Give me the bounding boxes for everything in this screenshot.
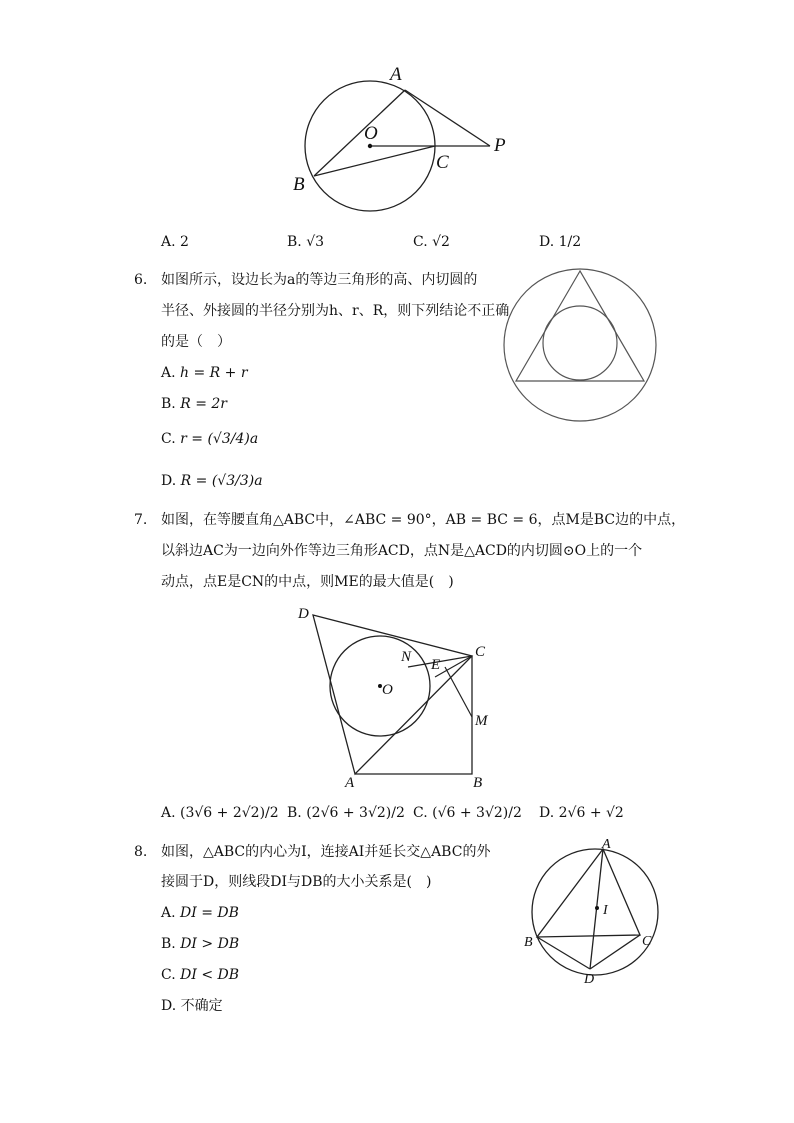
q8-option-b-text: DI > DB xyxy=(180,936,240,952)
q5-option-d-value: 1/2 xyxy=(558,234,582,250)
q8-option-c-text: DI < DB xyxy=(180,967,240,983)
q7-stem-line-3: 动点，点E是CN的中点，则ME的最大值是( ) xyxy=(161,574,454,590)
q6-option-c-letter: C. xyxy=(161,431,176,447)
q6-incircle xyxy=(543,306,617,380)
q8-label-i: I xyxy=(603,903,608,918)
q5-center-dot xyxy=(368,144,372,148)
q7-option-a[interactable] xyxy=(161,803,279,823)
q6-stem-line-2: 半径、外接圆的半径分别为h、r、R，则下列结论不正确 xyxy=(161,303,510,319)
q8-label-d: D xyxy=(584,972,595,987)
q8-number: 8. xyxy=(134,844,148,860)
q8-label-c: C xyxy=(642,934,652,949)
q7-label-d: D xyxy=(298,606,309,622)
q5-option-c-letter: C. xyxy=(413,234,428,250)
q7-label-o: O xyxy=(382,682,393,698)
q5-label-p: P xyxy=(494,135,506,156)
q6-option-c-text: r = (√3/4)a xyxy=(180,431,259,447)
q6-number: 6. xyxy=(134,272,148,288)
q6-stem-line-3: 的是（ ） xyxy=(161,334,231,350)
q5-option-a-letter: A. xyxy=(161,234,176,250)
q6-option-d-letter: D. xyxy=(161,473,177,489)
q8-option-a[interactable] xyxy=(161,903,239,923)
q5-option-b-letter: B. xyxy=(287,234,302,250)
q5-label-b: B xyxy=(293,174,305,195)
q7-number: 7. xyxy=(134,512,148,528)
q7-stem-line-1: 如图，在等腰直角△ABC中，∠ABC = 90°，AB = BC = 6，点M是BC边的中点， xyxy=(161,512,686,528)
q7-option-d[interactable] xyxy=(539,803,624,823)
q8-segment-cd xyxy=(590,935,640,969)
q7-option-b[interactable] xyxy=(287,803,405,823)
q5-segment-ap xyxy=(405,90,490,146)
q8-option-a-text: DI = DB xyxy=(180,905,239,921)
q5-option-d[interactable] xyxy=(539,232,581,252)
q8-label-b: B xyxy=(524,935,533,950)
q8-option-b[interactable] xyxy=(161,934,239,954)
q7-label-e: E xyxy=(431,657,441,673)
q6-option-d-text: R = (√3/3)a xyxy=(180,473,263,489)
q8-stem-line-2: 接圆于D，则线段DI与DB的大小关系是( ) xyxy=(161,874,432,890)
q7-option-b-letter: B. xyxy=(287,805,302,821)
q6-circumcircle xyxy=(504,269,656,421)
q8-triangle-abc xyxy=(537,849,640,937)
q6-option-b-letter: B. xyxy=(161,396,176,412)
q5-label-o: O xyxy=(364,123,378,144)
q6-option-d[interactable] xyxy=(161,471,263,491)
q8-option-a-letter: A. xyxy=(161,905,176,921)
q5-option-c-value: √2 xyxy=(432,234,450,250)
q5-segment-ab xyxy=(314,90,405,176)
q5-option-c[interactable] xyxy=(413,232,450,252)
q7-option-b-text: (2√6 + 3√2)/2 xyxy=(306,805,405,821)
q7-figure xyxy=(295,603,495,793)
q7-label-m: M xyxy=(475,713,488,729)
q7-option-c[interactable] xyxy=(413,803,522,823)
q5-option-b-value: √3 xyxy=(306,234,325,250)
q7-option-c-letter: C. xyxy=(413,805,428,821)
q8-incenter-dot xyxy=(595,906,599,910)
q6-option-b-text: R = 2r xyxy=(180,396,227,412)
q5-label-c: C xyxy=(436,152,449,173)
q7-label-c: C xyxy=(475,644,486,660)
q7-label-b: B xyxy=(473,775,483,791)
q7-option-d-text: 2√6 + √2 xyxy=(558,805,624,821)
q7-option-a-letter: A. xyxy=(161,805,176,821)
q7-option-d-letter: D. xyxy=(539,805,555,821)
q8-option-c-letter: C. xyxy=(161,967,176,983)
q8-figure xyxy=(520,838,670,988)
q8-label-a: A xyxy=(602,837,611,852)
q5-option-b[interactable] xyxy=(287,232,324,252)
q8-segment-bd xyxy=(537,937,590,969)
q7-option-c-text: (√6 + 3√2)/2 xyxy=(432,805,522,821)
q7-label-n: N xyxy=(401,649,412,665)
q8-stem-line-1: 如图，△ABC的内心为I，连接AI并延长交△ABC的外 xyxy=(161,844,491,860)
q8-option-d[interactable] xyxy=(161,996,223,1016)
q7-segment-em xyxy=(445,667,472,717)
q6-option-a-text: h = R + r xyxy=(180,365,248,381)
q7-label-a: A xyxy=(345,775,355,791)
q8-option-d-letter: D. xyxy=(161,998,177,1014)
q8-option-d-text: 不确定 xyxy=(180,998,223,1014)
q6-stem-line-1: 如图所示，设边长为a的等边三角形的高、内切圆的 xyxy=(161,272,478,288)
q6-figure xyxy=(500,265,660,430)
q8-circumcircle xyxy=(532,849,658,975)
q5-option-a[interactable] xyxy=(161,232,189,252)
q5-option-a-value: 2 xyxy=(180,234,189,250)
q5-segment-bc xyxy=(314,146,435,176)
q5-figure xyxy=(290,58,520,218)
q6-option-a[interactable] xyxy=(161,363,248,383)
q5-label-a: A xyxy=(390,64,402,85)
q7-stem-line-2: 以斜边AC为一边向外作等边三角形ACD，点N是△ACD的内切圆⊙O上的一个 xyxy=(161,543,643,559)
q6-option-b[interactable] xyxy=(161,394,227,414)
q6-triangle xyxy=(516,271,644,381)
q8-option-b-letter: B. xyxy=(161,936,176,952)
q7-option-a-text: (3√6 + 2√2)/2 xyxy=(180,805,279,821)
q6-option-c[interactable] xyxy=(161,429,258,449)
q8-option-c[interactable] xyxy=(161,965,239,985)
q5-option-d-letter: D. xyxy=(539,234,555,250)
q6-option-a-letter: A. xyxy=(161,365,176,381)
